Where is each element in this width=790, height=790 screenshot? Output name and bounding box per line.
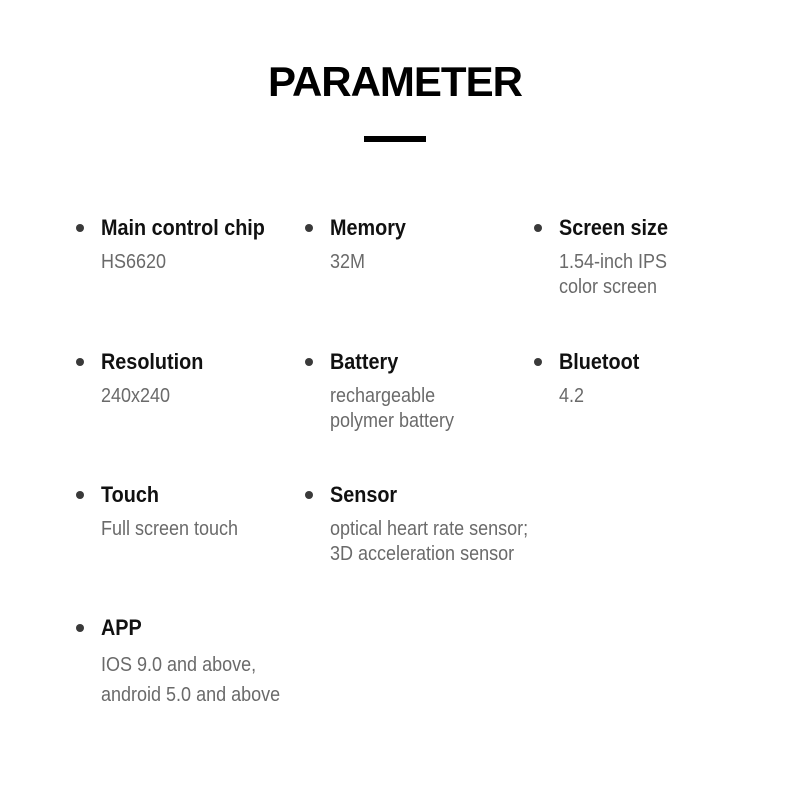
param-value (559, 250, 762, 300)
param-value (101, 517, 304, 542)
bullet-icon (305, 358, 313, 366)
param-sensor (330, 482, 630, 567)
param-label: Main control chip (101, 215, 265, 240)
bullet-icon (76, 358, 84, 366)
bullet-icon (76, 491, 84, 499)
param-resolution (101, 349, 326, 409)
param-bluetooth (559, 349, 784, 409)
param-label: Sensor (330, 482, 398, 507)
param-value-line: IOS 9.0 and above, (101, 654, 257, 676)
param-label: Resolution (101, 349, 204, 374)
param-label: Battery (330, 349, 399, 374)
bullet-icon (534, 358, 542, 366)
param-label: Screen size (559, 215, 668, 240)
param-value-line: 1.54-inch IPS (559, 251, 668, 273)
param-screen-size (559, 215, 784, 300)
param-value (330, 384, 533, 434)
title-divider (364, 136, 426, 142)
page-title: PARAMETER (268, 58, 522, 105)
param-value-line: optical heart rate sensor; (330, 518, 529, 540)
param-value (101, 650, 335, 710)
param-label: Touch (101, 482, 159, 507)
param-value (559, 384, 762, 409)
param-memory (330, 215, 555, 275)
param-value (101, 384, 304, 409)
param-value-line: android 5.0 and above (101, 684, 281, 706)
param-value-line: 4.2 (559, 385, 585, 407)
param-touch (101, 482, 326, 542)
param-value (330, 250, 533, 275)
param-value-line: rechargeable (330, 385, 436, 407)
bullet-icon (76, 224, 84, 232)
bullet-icon (305, 224, 313, 232)
param-value (101, 250, 304, 275)
param-value-line: 32M (330, 251, 366, 273)
param-battery (330, 349, 555, 434)
param-app (101, 615, 361, 710)
bullet-icon (305, 491, 313, 499)
param-main-control-chip (101, 215, 326, 275)
bullet-icon (76, 624, 84, 632)
param-value-line: polymer battery (330, 410, 455, 432)
param-value-line: 3D acceleration sensor (330, 543, 515, 565)
param-value-line: color screen (559, 276, 658, 298)
param-value-line: 240x240 (101, 385, 171, 407)
param-value (330, 517, 600, 567)
param-label: APP (101, 615, 142, 640)
param-value-line: Full screen touch (101, 518, 239, 540)
bullet-icon (534, 224, 542, 232)
param-label: Bluetoot (559, 349, 640, 374)
param-value-line: HS6620 (101, 251, 167, 273)
param-label: Memory (330, 215, 406, 240)
